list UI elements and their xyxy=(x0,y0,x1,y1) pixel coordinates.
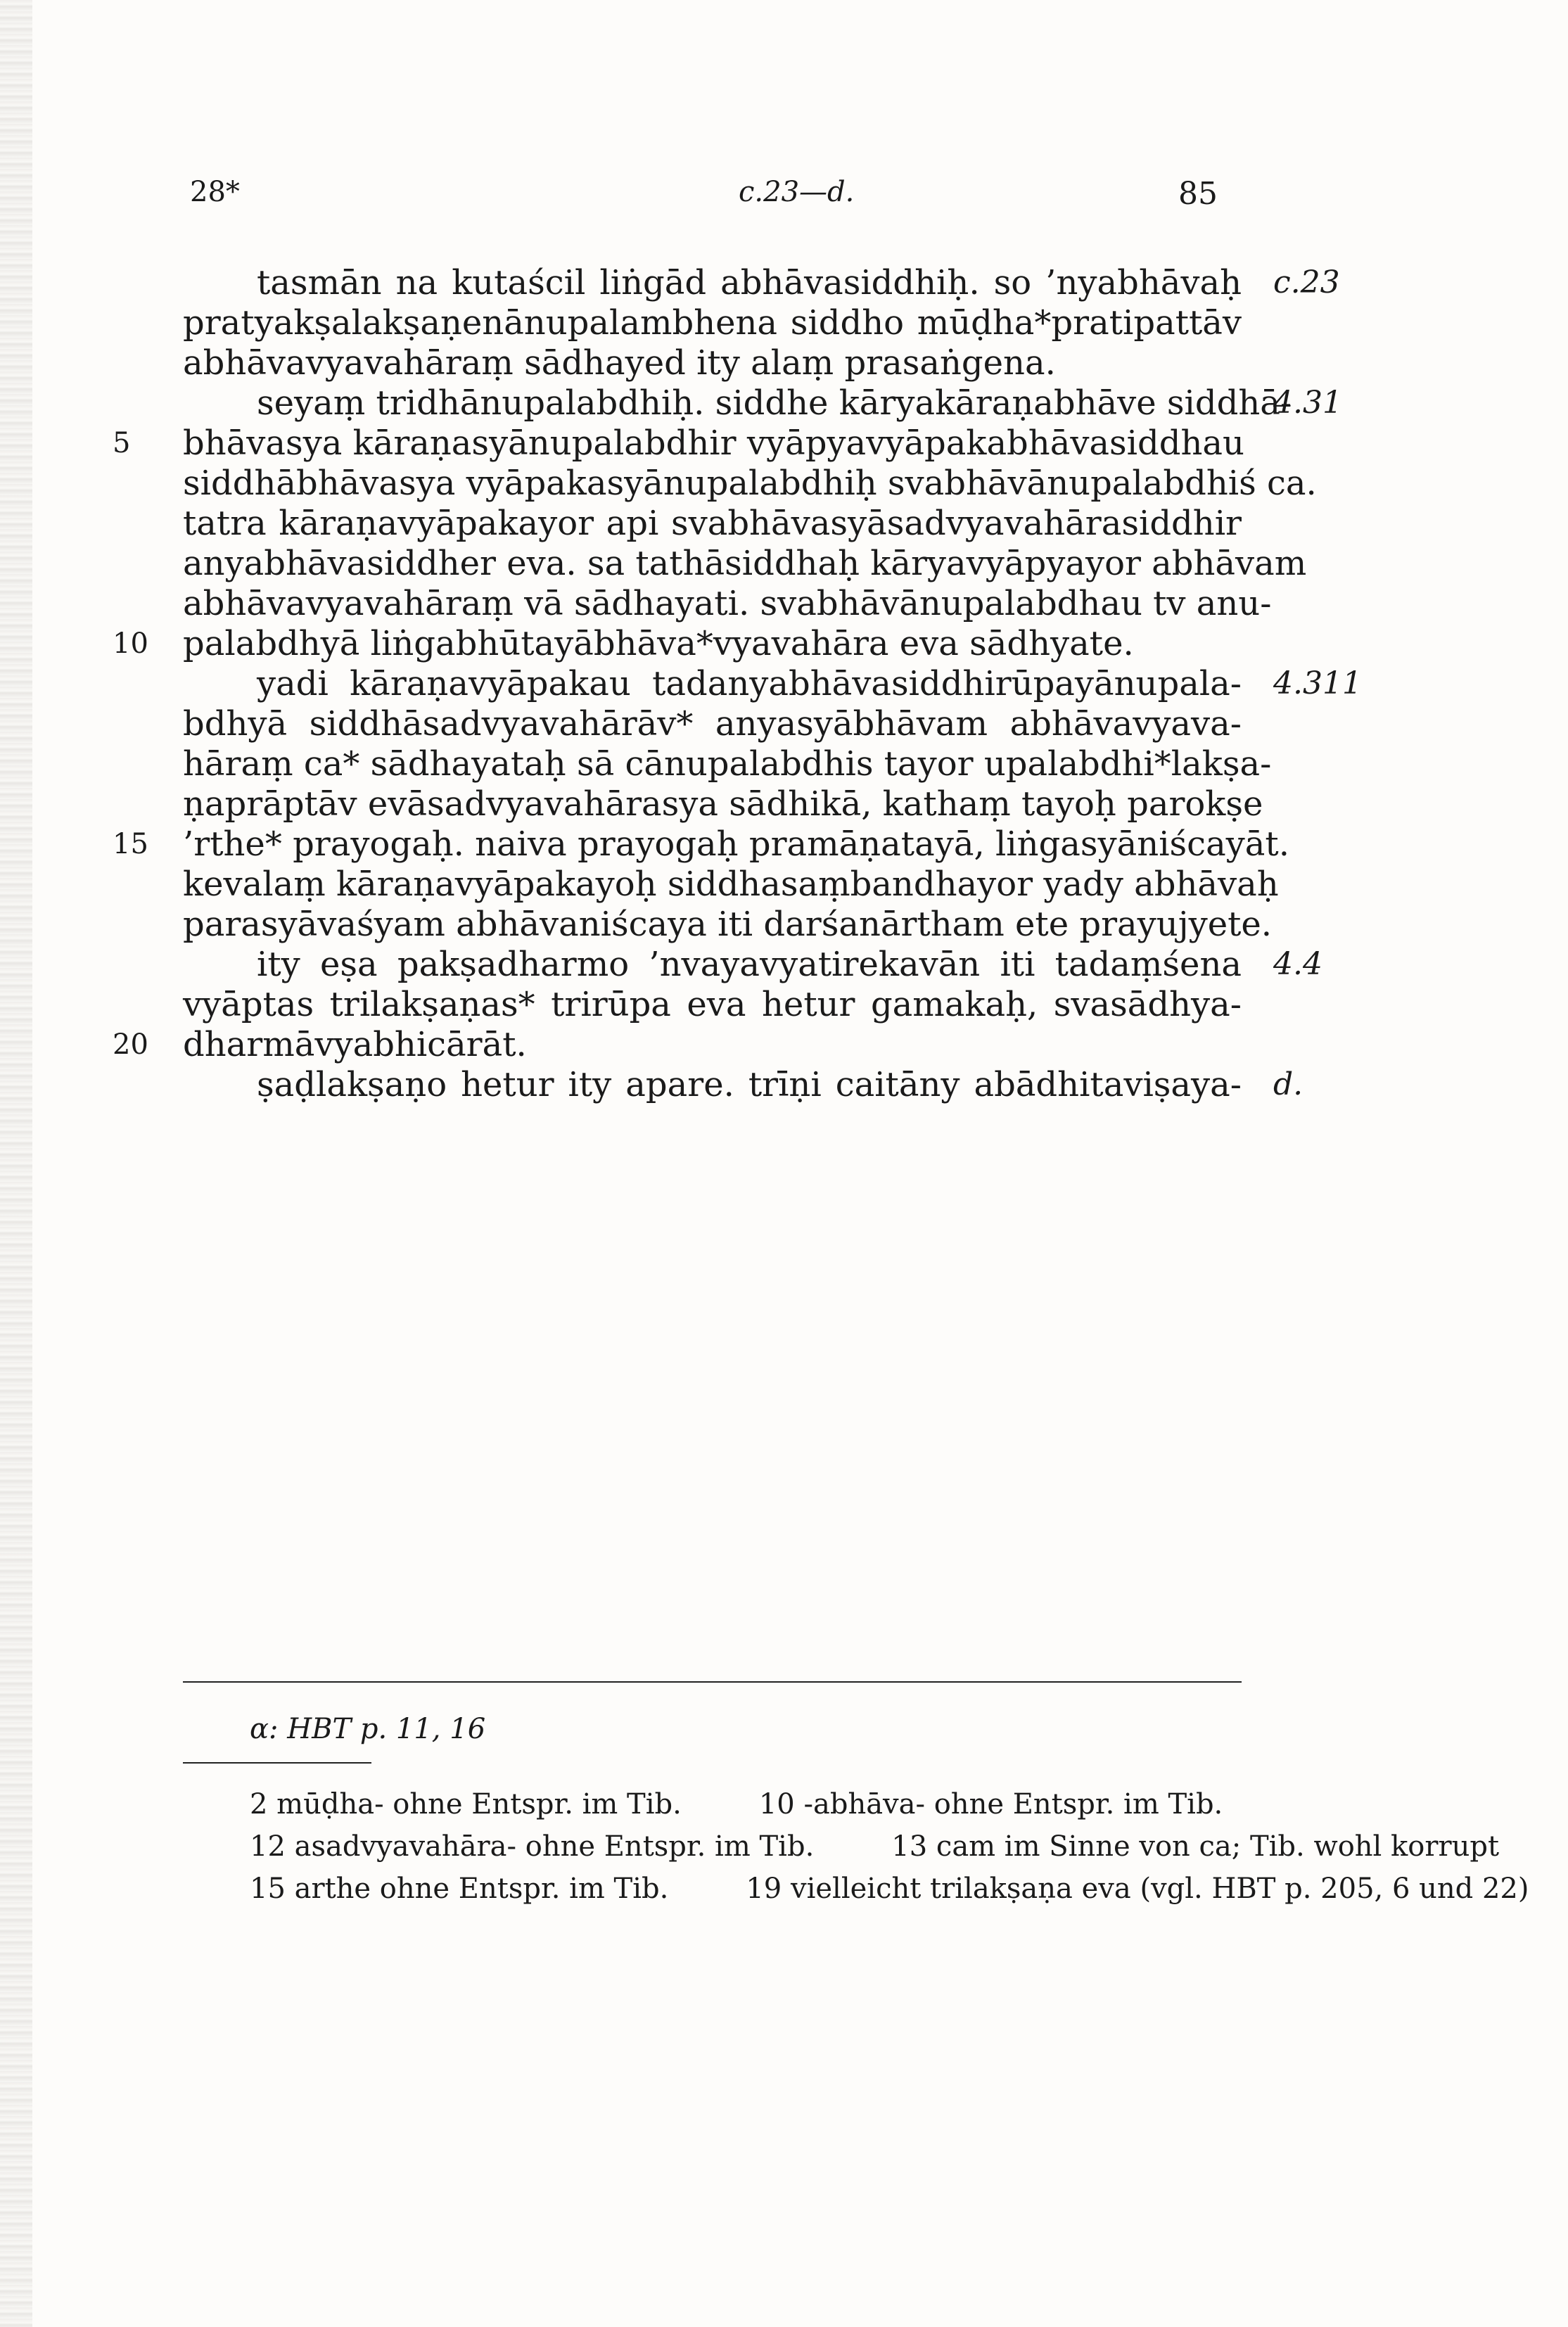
margin-ref: c.23 xyxy=(1273,264,1340,300)
text-line: vyāptas trilakṣaṇas* trirūpa eva hetur gamakaḥ, svasādhya- xyxy=(183,985,1242,1024)
margin-ref: d. xyxy=(1273,1066,1304,1102)
page-number: 85 xyxy=(1178,176,1218,212)
text-line: abhāvavyavahāraṃ vā sādhayati. svabhāvānupalabdhau tv anu- xyxy=(183,584,1272,623)
text-line: hāraṃ ca* sādhayataḥ sā cānupalabdhis tayor upalabdhi*lakṣa- xyxy=(183,744,1272,784)
text-line: pratyakṣalakṣaṇenānupalambhena siddho mūḍha*pratipattāv xyxy=(183,303,1242,343)
text-line: yadi kāraṇavyāpakau tadanyabhāvasiddhirūpayānupala- xyxy=(257,664,1242,703)
footnote-block xyxy=(250,1873,1529,1905)
line-number: 20 xyxy=(113,1028,148,1061)
alpha-note: α: HBT p. 11, 16 xyxy=(250,1713,486,1745)
footnote-block xyxy=(250,1830,1500,1863)
text-line: tatra kāraṇavyāpakayor api svabhāvasyāsadvyavahārasiddhir xyxy=(183,504,1242,543)
margin-ref: 4.31 xyxy=(1273,385,1342,421)
text-line: palabdhyā liṅgabhūtayābhāva*vyavahāra eva sādhyate. xyxy=(183,624,1134,663)
text-line: anyabhāvasiddher eva. sa tathāsiddhaḥ kāryavyāpyayor abhāvam xyxy=(183,544,1307,583)
footnote-rule-short xyxy=(183,1762,371,1764)
footnote: 2 mūḍha- ohne Entspr. im Tib. xyxy=(250,1788,682,1821)
margin-ref: 4.311 xyxy=(1273,665,1362,701)
scan-edge xyxy=(0,0,32,2327)
text-line: bdhyā siddhāsadvyavahārāv* anyasyābhāvam abhāvavyava- xyxy=(183,704,1242,744)
text-line: kevalaṃ kāraṇavyāpakayoḥ siddhasaṃbandhayor yady abhāvaḥ xyxy=(183,865,1279,904)
line-number: 10 xyxy=(113,627,148,660)
footnote: 15 arthe ohne Entspr. im Tib. xyxy=(250,1873,669,1905)
text-line: ṇaprāptāv evāsadvyavahārasya sādhikā, kathaṃ tayoḥ parokṣe xyxy=(183,784,1263,824)
text-line: seyaṃ tridhānupalabdhiḥ. siddhe kāryakāraṇabhāve siddhā- xyxy=(257,383,1292,423)
footnote: 10 -abhāva- ohne Entspr. im Tib. xyxy=(758,1788,1223,1821)
footnote: 19 vielleicht trilakṣaṇa eva (vgl. HBT p. 205, 6 und 22) xyxy=(746,1873,1529,1905)
header-center: c.23—d. xyxy=(739,176,855,208)
text-line: siddhābhāvasya vyāpakasyānupalabdhiḥ svabhāvānupalabdhiś ca. xyxy=(183,464,1317,503)
margin-ref: 4.4 xyxy=(1273,946,1322,982)
footnote-rule-main xyxy=(183,1681,1242,1683)
text-line: dharmāvyabhicārāt. xyxy=(183,1025,527,1064)
text-line: ṣaḍlakṣaṇo hetur ity apare. trīṇi caitāny abādhitaviṣaya- xyxy=(257,1065,1242,1104)
text-line: ’rthe* prayogaḥ. naiva prayogaḥ pramāṇatayā, liṅgasyāniścayāt. xyxy=(183,824,1289,864)
footnote: 13 cam im Sinne von ca; Tib. wohl korrupt xyxy=(891,1830,1500,1863)
text-line: abhāvavyavahāraṃ sādhayed ity alaṃ prasaṅgena. xyxy=(183,343,1056,383)
footnote-block xyxy=(250,1788,1242,1821)
line-number: 15 xyxy=(113,828,148,860)
line-number: 5 xyxy=(113,427,131,459)
text-line: tasmān na kutaścil liṅgād abhāvasiddhiḥ. so ’nyabhāvaḥ xyxy=(257,263,1242,302)
footnote: 12 asadvyavahāra- ohne Entspr. im Tib. xyxy=(250,1830,815,1863)
header-left: 28* xyxy=(190,176,240,208)
text-line: ity eṣa pakṣadharmo ’nvayavyatirekavān iti tadaṃśena xyxy=(257,945,1242,984)
text-line: bhāvasya kāraṇasyānupalabdhir vyāpyavyāpakabhāvasiddhau xyxy=(183,423,1244,463)
text-line: parasyāvaśyam abhāvaniścaya iti darśanārtham ete prayujyete. xyxy=(183,905,1273,944)
